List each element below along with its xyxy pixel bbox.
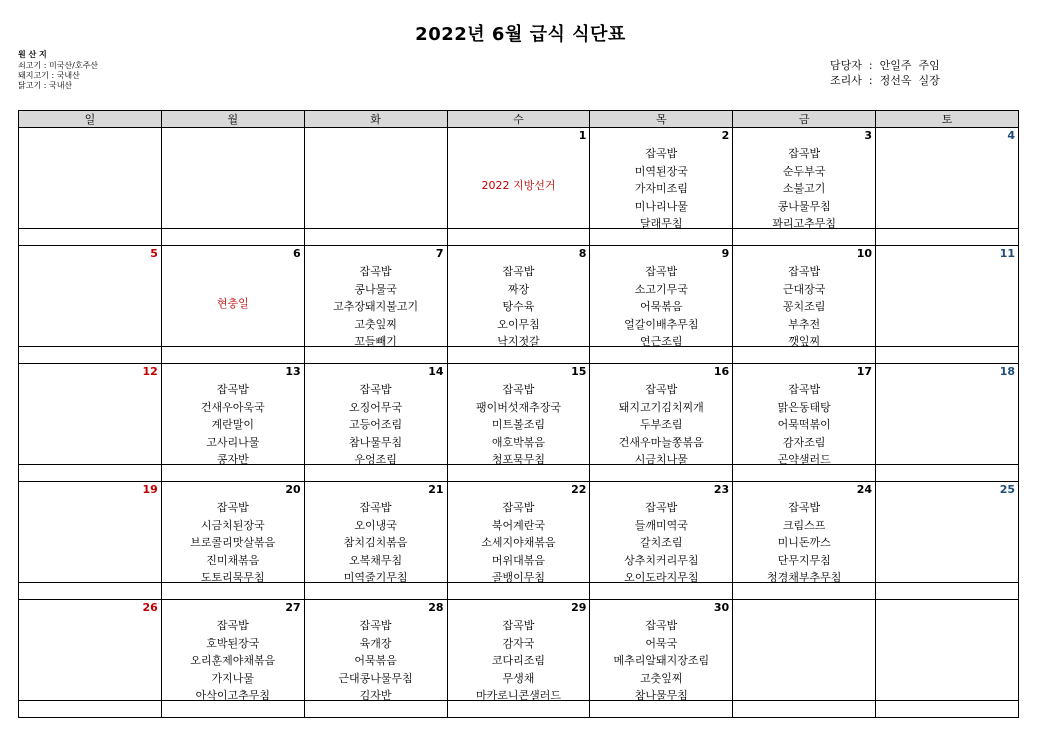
menu-item: 미역줄기무침 [343, 571, 408, 584]
menu-item: 상추치커리무침 [624, 553, 699, 567]
note-cell [304, 229, 447, 246]
day-cell [161, 600, 304, 701]
menu-item: 아삭이고추무침 [195, 689, 270, 702]
menu-item: 미니돈까스 [777, 536, 831, 549]
note-cell [733, 701, 876, 718]
weekday-header: 월 [161, 111, 304, 128]
day-cell [590, 128, 733, 229]
note-cell [876, 347, 1019, 364]
day-number: 11 [999, 247, 1015, 260]
menu-item: 소고기무국 [634, 282, 688, 296]
menu-item: 잡곡밥 [359, 619, 392, 632]
day-cell [733, 128, 876, 229]
menu-item: 꽈리고추무침 [772, 217, 837, 230]
menu-item: 북어계란국 [491, 518, 546, 532]
menu-item: 잡곡밥 [216, 619, 249, 632]
day-cell [876, 600, 1019, 701]
day-number: 27 [285, 601, 301, 614]
menu-item: 청경채부추무침 [766, 571, 842, 584]
day-cell [590, 364, 733, 465]
menu-item: 청포묵무침 [491, 453, 546, 466]
note-cell [19, 583, 162, 600]
menu-item: 계란말이 [211, 418, 255, 431]
day-cell [161, 482, 304, 583]
day-number: 12 [142, 365, 158, 378]
day-cell [304, 600, 447, 701]
day-number: 21 [428, 483, 444, 496]
day-number: 26 [142, 601, 158, 614]
note-cell [19, 229, 162, 246]
menu-item: 도토리묵무침 [200, 571, 265, 584]
day-cell [590, 246, 733, 347]
menu-item: 잡곡밥 [216, 501, 249, 514]
menu-item: 오징어무국 [349, 400, 403, 414]
menu-item: 골뱅이무침 [491, 571, 546, 584]
day-cell [161, 246, 304, 347]
note-cell [161, 229, 304, 246]
menu-item: 무생채 [502, 671, 535, 685]
weekday-header: 토 [876, 111, 1019, 128]
menu-item: 두부조림 [640, 418, 683, 431]
day-number: 25 [999, 483, 1015, 496]
menu-item: 시금치나물 [634, 453, 688, 466]
staff-cook: 조리사 : 정선옥 실장 [830, 74, 940, 87]
menu-item: 잡곡밥 [788, 265, 821, 278]
note-cell [876, 465, 1019, 482]
menu-item: 마카로니콘샐러드 [475, 689, 561, 702]
menu-item: 가자미조림 [634, 182, 688, 195]
day-cell [19, 246, 162, 347]
menu-item: 잡곡밥 [645, 265, 678, 278]
menu-item: 탕수육 [502, 300, 535, 313]
menu-item: 고춧잎찌 [640, 671, 683, 685]
menu-list [305, 617, 447, 705]
day-number: 8 [578, 247, 587, 260]
menu-item: 오리훈제야채볶음 [190, 654, 276, 667]
day-number: 23 [713, 483, 730, 496]
menu-item: 단무지무침 [777, 553, 831, 567]
day-number: 6 [293, 247, 301, 260]
note-cell [161, 347, 304, 364]
day-number: 7 [435, 247, 444, 260]
note-cell [876, 583, 1019, 600]
menu-list [733, 499, 875, 587]
day-number: 10 [856, 247, 873, 260]
menu-item: 코다리조림 [491, 654, 546, 667]
week-row [19, 482, 1019, 583]
day-cell [304, 364, 447, 465]
day-number: 1 [578, 129, 587, 142]
menu-item: 브로콜리맛살볶음 [190, 536, 276, 549]
weekday-header: 금 [733, 111, 876, 128]
menu-item: 애호박볶음 [491, 435, 546, 449]
menu-item: 육개장 [359, 636, 392, 650]
day-number: 14 [428, 365, 444, 378]
menu-list [733, 263, 875, 351]
day-cell [19, 600, 162, 701]
day-cell [447, 246, 590, 347]
day-number: 3 [864, 129, 873, 142]
origin-line: 쇠고기 : 미국산/호주산 [18, 61, 99, 70]
origin-line: 돼지고기 : 국내산 [18, 71, 80, 80]
origin-info [18, 50, 98, 91]
day-number: 15 [571, 365, 587, 378]
menu-list [448, 381, 590, 469]
menu-item: 콩자반 [216, 453, 249, 466]
menu-list [733, 381, 875, 469]
note-cell [19, 347, 162, 364]
menu-item: 곤약샐러드 [777, 453, 831, 466]
menu-item: 우엉조림 [354, 453, 397, 466]
note-cell [19, 701, 162, 718]
menu-list [305, 263, 447, 351]
menu-item: 잡곡밥 [645, 501, 678, 514]
menu-item: 시금치된장국 [200, 518, 265, 532]
note-cell [19, 465, 162, 482]
menu-item: 메추리알돼지장조림 [613, 654, 710, 667]
menu-item: 꼬들빼기 [354, 335, 397, 348]
day-number: 13 [285, 365, 301, 378]
menu-item: 고춧잎찌 [354, 317, 397, 331]
menu-item: 근대콩나물무침 [338, 671, 413, 685]
menu-list [162, 381, 304, 469]
menu-list [733, 145, 875, 233]
menu-item: 짜장 [507, 282, 530, 296]
menu-item: 돼지고기김치찌개 [618, 400, 704, 414]
weekday-header: 목 [590, 111, 733, 128]
menu-item: 잡곡밥 [502, 265, 535, 278]
menu-list [305, 381, 447, 469]
menu-list [448, 499, 590, 587]
menu-item: 잡곡밥 [359, 265, 392, 278]
day-cell [733, 246, 876, 347]
day-cell [161, 364, 304, 465]
menu-item: 잡곡밥 [645, 383, 678, 396]
menu-item: 얼갈이배추무침 [624, 317, 699, 331]
day-cell [590, 482, 733, 583]
menu-item: 잡곡밥 [502, 619, 535, 632]
menu-item: 들깨미역국 [634, 518, 688, 532]
staff-info [830, 58, 940, 88]
day-cell [447, 600, 590, 701]
menu-list [162, 499, 304, 587]
menu-item: 오복채무침 [349, 553, 403, 567]
day-cell [733, 482, 876, 583]
origin-heading: 원 산 지 [18, 50, 47, 59]
day-cell [304, 246, 447, 347]
menu-item: 달래무침 [640, 217, 683, 230]
menu-item: 잡곡밥 [788, 501, 821, 514]
menu-item: 미나리나물 [634, 199, 688, 213]
note-cell [447, 229, 590, 246]
day-number: 28 [428, 601, 444, 614]
menu-item: 콩나물무침 [777, 199, 831, 213]
menu-item: 잡곡밥 [216, 383, 249, 396]
day-cell [733, 364, 876, 465]
weekday-header: 일 [19, 111, 162, 128]
page-title: 2022년 6월 급식 식단표 [415, 24, 626, 45]
menu-list [590, 145, 732, 233]
menu-item: 참나물무침 [634, 689, 688, 702]
menu-item: 오이냉국 [354, 518, 397, 532]
menu-item: 어묵볶음 [354, 654, 397, 667]
menu-item: 팽이버섯재추장국 [475, 400, 561, 414]
day-cell [19, 364, 162, 465]
day-cell [876, 128, 1019, 229]
menu-item: 연근조림 [640, 335, 683, 348]
menu-list [590, 381, 732, 469]
menu-item: 콩나물국 [354, 282, 397, 296]
week-row [19, 364, 1019, 465]
menu-item: 김자반 [359, 689, 392, 702]
menu-item: 낙지젓갈 [497, 335, 540, 348]
menu-item: 참치김치볶음 [343, 536, 408, 549]
weekday-header-row [19, 111, 1019, 128]
menu-item: 잡곡밥 [788, 147, 821, 160]
day-number: 2 [721, 129, 730, 142]
menu-item: 가지나물 [211, 671, 255, 685]
menu-item: 미역된장국 [634, 164, 688, 178]
day-number: 5 [150, 247, 158, 260]
menu-list [162, 617, 304, 705]
day-number: 16 [713, 365, 730, 378]
day-number: 29 [571, 601, 587, 614]
menu-item: 고사리나물 [206, 435, 260, 449]
menu-item: 감자국 [502, 636, 535, 650]
day-cell [876, 482, 1019, 583]
menu-item: 어묵떡볶이 [777, 418, 831, 431]
menu-item: 오이무침 [497, 317, 540, 331]
menu-item: 오이도라지무침 [624, 571, 699, 584]
day-cell [733, 600, 876, 701]
note-cell [876, 701, 1019, 718]
menu-list [590, 263, 732, 351]
day-cell [876, 364, 1019, 465]
menu-item: 잡곡밥 [359, 501, 392, 514]
menu-item: 미트볼조림 [491, 418, 546, 431]
menu-item: 잡곡밥 [502, 383, 535, 396]
week-row [19, 128, 1019, 229]
menu-item: 잡곡밥 [502, 501, 535, 514]
day-number: 4 [1007, 129, 1015, 142]
menu-list [305, 499, 447, 587]
origin-line: 닭고기 : 국내산 [18, 81, 73, 90]
day-cell [161, 128, 304, 229]
menu-item: 고추장돼지불고기 [333, 300, 419, 313]
menu-item: 소세지야채볶음 [481, 536, 556, 549]
menu-item: 건새우아욱국 [200, 400, 265, 414]
day-number: 19 [142, 483, 158, 496]
menu-item: 참나물무침 [349, 435, 403, 449]
menu-list [448, 617, 590, 705]
day-number: 17 [856, 365, 873, 378]
day-number: 24 [856, 483, 873, 496]
menu-item: 크림스프 [782, 518, 826, 532]
menu-list [590, 499, 732, 587]
note-cell [876, 229, 1019, 246]
day-cell [447, 128, 590, 229]
menu-list [448, 263, 590, 351]
menu-item: 소불고기 [782, 182, 826, 195]
menu-item: 어묵국 [645, 636, 678, 650]
menu-item: 잡곡밥 [359, 383, 392, 396]
holiday-label: 2022 지방선거 [481, 179, 556, 192]
menu-item: 깻잎찌 [788, 335, 821, 348]
day-cell [447, 482, 590, 583]
menu-item: 잡곡밥 [788, 383, 821, 396]
day-number: 22 [571, 483, 587, 496]
menu-item: 고등어조림 [349, 418, 403, 431]
menu-item: 잡곡밥 [645, 147, 678, 160]
menu-item: 건새우마늘쫑볶음 [618, 435, 704, 449]
menu-item: 맑은동태탕 [777, 400, 831, 414]
menu-item: 머위대볶음 [491, 553, 546, 567]
day-number: 20 [285, 483, 301, 496]
menu-item: 감자조림 [782, 435, 826, 449]
week-row [19, 600, 1019, 701]
staff-manager: 담당자 : 안일주 주임 [830, 59, 940, 72]
menu-list [590, 617, 732, 705]
weekday-header: 화 [304, 111, 447, 128]
menu-item: 부추전 [788, 317, 821, 331]
menu-item: 갈치조림 [640, 536, 683, 549]
day-cell [447, 364, 590, 465]
day-cell [304, 482, 447, 583]
day-cell [19, 128, 162, 229]
week-row [19, 246, 1019, 347]
holiday-label: 현충일 [216, 297, 249, 310]
menu-item: 근대장국 [782, 282, 826, 296]
menu-item: 어묵볶음 [640, 300, 683, 313]
menu-item: 순두부국 [782, 164, 826, 178]
meal-calendar [18, 110, 1019, 718]
calendar-body [19, 128, 1019, 718]
day-cell [304, 128, 447, 229]
menu-item: 호박된장국 [206, 636, 260, 650]
day-cell [590, 600, 733, 701]
weekday-header: 수 [447, 111, 590, 128]
menu-item: 잡곡밥 [645, 619, 678, 632]
menu-item: 꽁치조림 [782, 300, 826, 313]
day-number: 30 [713, 601, 730, 614]
day-cell [876, 246, 1019, 347]
day-number: 9 [721, 247, 730, 260]
menu-item: 진미채볶음 [206, 553, 260, 567]
day-cell [19, 482, 162, 583]
day-number: 18 [999, 365, 1015, 378]
